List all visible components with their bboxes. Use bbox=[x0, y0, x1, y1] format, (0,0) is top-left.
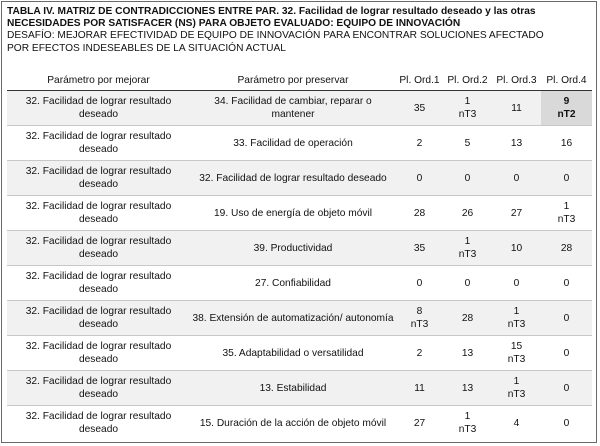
cell-order-3 bbox=[492, 231, 541, 266]
header-order-3: Pl. Ord.3 bbox=[492, 70, 541, 91]
caption-line-2: NECESIDADES POR SATISFACER (NS) PARA OBJETO EVALUADO: EQUIPO DE INNOVACIÓN bbox=[7, 18, 461, 30]
cell-parameter-to-improve: 32. Facilidad de lograr resultado deseado bbox=[7, 406, 190, 441]
cell-parameter-to-preserve: 32. Facilidad de lograr resultado deseado bbox=[190, 161, 396, 196]
cell-parameter-to-preserve: 15. Duración de la acción de objeto móvil bbox=[190, 406, 396, 441]
principle-number: 0 bbox=[416, 277, 423, 289]
cell-order-4 bbox=[541, 371, 592, 406]
cell-parameter-to-preserve: 27. Confiabilidad bbox=[190, 266, 396, 301]
cell-order-4 bbox=[541, 406, 592, 441]
principle-number: 13 bbox=[461, 382, 474, 394]
principle-number: 0 bbox=[416, 172, 423, 184]
principle-number: 1 bbox=[563, 201, 570, 212]
principle-number: 15 bbox=[510, 341, 523, 352]
cell-order-1 bbox=[396, 371, 443, 406]
table-row bbox=[7, 161, 592, 196]
header-order-1: Pl. Ord.1 bbox=[396, 70, 443, 91]
table-header-row bbox=[7, 70, 592, 91]
cell-parameter-to-improve: 32. Facilidad de lograr resultado deseado bbox=[7, 196, 190, 231]
cell-order-2 bbox=[443, 126, 492, 161]
header-order-2: Pl. Ord.2 bbox=[443, 70, 492, 91]
cell-order-3 bbox=[492, 126, 541, 161]
principle-note: nT3 bbox=[507, 354, 526, 365]
cell-order-1 bbox=[396, 336, 443, 371]
header-order-4: Pl. Ord.4 bbox=[541, 70, 592, 91]
cell-order-1 bbox=[396, 91, 443, 126]
principle-note: nT3 bbox=[458, 249, 477, 260]
cell-order-2 bbox=[443, 266, 492, 301]
cell-parameter-to-improve: 32. Facilidad de lograr resultado deseado bbox=[7, 301, 190, 336]
table-row bbox=[7, 196, 592, 231]
table-row bbox=[7, 91, 592, 126]
cell-order-1 bbox=[396, 301, 443, 336]
cell-parameter-to-improve: 32. Facilidad de lograr resultado deseado bbox=[7, 336, 190, 371]
cell-order-1 bbox=[396, 196, 443, 231]
cell-order-4 bbox=[541, 301, 592, 336]
principle-note: nT3 bbox=[507, 389, 526, 400]
cell-order-2 bbox=[443, 231, 492, 266]
principle-note: nT2 bbox=[557, 109, 576, 120]
principle-number: 2 bbox=[416, 137, 423, 149]
cell-order-2 bbox=[443, 336, 492, 371]
principle-number: 13 bbox=[510, 137, 523, 149]
principle-number: 0 bbox=[513, 172, 520, 184]
table-row bbox=[7, 126, 592, 161]
principle-number: 27 bbox=[413, 417, 426, 429]
cell-order-3 bbox=[492, 371, 541, 406]
cell-order-2 bbox=[443, 371, 492, 406]
principle-number: 0 bbox=[563, 382, 570, 394]
cell-parameter-to-preserve: 35. Adaptabilidad o versatilidad bbox=[190, 336, 396, 371]
principle-number: 0 bbox=[563, 172, 570, 184]
principle-number: 0 bbox=[464, 277, 471, 289]
cell-parameter-to-preserve: 39. Productividad bbox=[190, 231, 396, 266]
table-body bbox=[7, 91, 592, 441]
cell-order-3 bbox=[492, 91, 541, 126]
cell-order-2 bbox=[443, 91, 492, 126]
principle-note: nT3 bbox=[410, 319, 429, 330]
cell-order-4 bbox=[541, 231, 592, 266]
cell-order-3 bbox=[492, 406, 541, 441]
cell-order-4 bbox=[541, 266, 592, 301]
cell-order-2 bbox=[443, 161, 492, 196]
principle-number: 0 bbox=[464, 172, 471, 184]
principle-number: 0 bbox=[563, 417, 570, 429]
cell-order-1 bbox=[396, 231, 443, 266]
principle-number: 0 bbox=[563, 347, 570, 359]
principle-number: 9 bbox=[563, 96, 570, 107]
principle-number: 1 bbox=[513, 376, 520, 387]
table-row bbox=[7, 371, 592, 406]
principle-number: 27 bbox=[510, 207, 523, 219]
principle-number: 28 bbox=[413, 207, 426, 219]
cell-parameter-to-improve: 32. Facilidad de lograr resultado deseado bbox=[7, 126, 190, 161]
cell-order-4 bbox=[541, 196, 592, 231]
table-row bbox=[7, 301, 592, 336]
cell-parameter-to-improve: 32. Facilidad de lograr resultado deseado bbox=[7, 231, 190, 266]
contradiction-matrix-table bbox=[7, 70, 592, 440]
table-caption bbox=[7, 6, 593, 55]
principle-number: 35 bbox=[413, 102, 426, 114]
principle-number: 1 bbox=[464, 96, 471, 107]
cell-order-2 bbox=[443, 301, 492, 336]
caption-line-3: DESAFÍO: MEJORAR EFECTIVIDAD DE EQUIPO DE INNOVACIÓN PARA ENCONTRAR SOLUCIONES AFECTADO bbox=[7, 30, 544, 42]
table-row bbox=[7, 231, 592, 266]
principle-number: 8 bbox=[416, 306, 423, 317]
cell-order-4 bbox=[541, 336, 592, 371]
cell-order-2 bbox=[443, 196, 492, 231]
cell-order-3 bbox=[492, 161, 541, 196]
principle-note: nT3 bbox=[458, 109, 477, 120]
principle-note: nT3 bbox=[458, 424, 477, 435]
principle-note: nT3 bbox=[557, 214, 576, 225]
principle-number: 4 bbox=[513, 417, 520, 429]
cell-parameter-to-improve: 32. Facilidad de lograr resultado deseado bbox=[7, 161, 190, 196]
principle-number: 10 bbox=[510, 242, 523, 254]
cell-order-2 bbox=[443, 406, 492, 441]
principle-note: nT3 bbox=[507, 319, 526, 330]
cell-parameter-to-preserve: 13. Estabilidad bbox=[190, 371, 396, 406]
cell-order-1 bbox=[396, 406, 443, 441]
table-row bbox=[7, 266, 592, 301]
cell-parameter-to-improve: 32. Facilidad de lograr resultado deseado bbox=[7, 371, 190, 406]
principle-number: 35 bbox=[413, 242, 426, 254]
cell-order-1 bbox=[396, 161, 443, 196]
principle-number: 26 bbox=[461, 207, 474, 219]
principle-number: 16 bbox=[560, 137, 573, 149]
cell-order-4 bbox=[541, 91, 592, 126]
cell-order-3 bbox=[492, 196, 541, 231]
principle-number: 0 bbox=[513, 277, 520, 289]
principle-number: 13 bbox=[461, 347, 474, 359]
principle-number: 1 bbox=[464, 411, 471, 422]
principle-number: 1 bbox=[513, 306, 520, 317]
principle-number: 0 bbox=[563, 277, 570, 289]
cell-order-1 bbox=[396, 126, 443, 161]
caption-line-4: POR EFECTOS INDESEABLES DE LA SITUACIÓN ACTUAL bbox=[7, 42, 286, 54]
cell-parameter-to-improve: 32. Facilidad de lograr resultado deseado bbox=[7, 266, 190, 301]
principle-number: 0 bbox=[563, 312, 570, 324]
cell-parameter-to-preserve: 33. Facilidad de operación bbox=[190, 126, 396, 161]
principle-number: 11 bbox=[511, 102, 522, 114]
cell-order-4 bbox=[541, 161, 592, 196]
cell-parameter-to-preserve: 34. Facilidad de cambiar, reparar o mantener bbox=[190, 91, 396, 126]
table-row bbox=[7, 336, 592, 371]
caption-line-1: TABLA IV. MATRIZ DE CONTRADICCIONES ENTRE PAR. 32. Facilidad de lograr resultado deseado y las otras bbox=[7, 6, 536, 17]
principle-number: 28 bbox=[560, 242, 573, 254]
table-row bbox=[7, 406, 592, 441]
cell-order-3 bbox=[492, 336, 541, 371]
cell-order-3 bbox=[492, 266, 541, 301]
cell-order-4 bbox=[541, 126, 592, 161]
cell-order-3 bbox=[492, 301, 541, 336]
principle-number: 11 bbox=[414, 382, 425, 394]
principle-number: 28 bbox=[461, 312, 474, 324]
cell-parameter-to-preserve: 38. Extensión de automatización/ autonomía bbox=[190, 301, 396, 336]
cell-parameter-to-preserve: 19. Uso de energía de objeto móvil bbox=[190, 196, 396, 231]
principle-number: 2 bbox=[416, 347, 423, 359]
cell-order-1 bbox=[396, 266, 443, 301]
header-parameter-to-preserve: Parámetro por preservar bbox=[190, 70, 396, 91]
principle-number: 1 bbox=[464, 236, 471, 247]
cell-parameter-to-improve: 32. Facilidad de lograr resultado deseado bbox=[7, 91, 190, 126]
principle-number: 5 bbox=[464, 137, 471, 149]
header-parameter-to-improve: Parámetro por mejorar bbox=[7, 70, 190, 91]
